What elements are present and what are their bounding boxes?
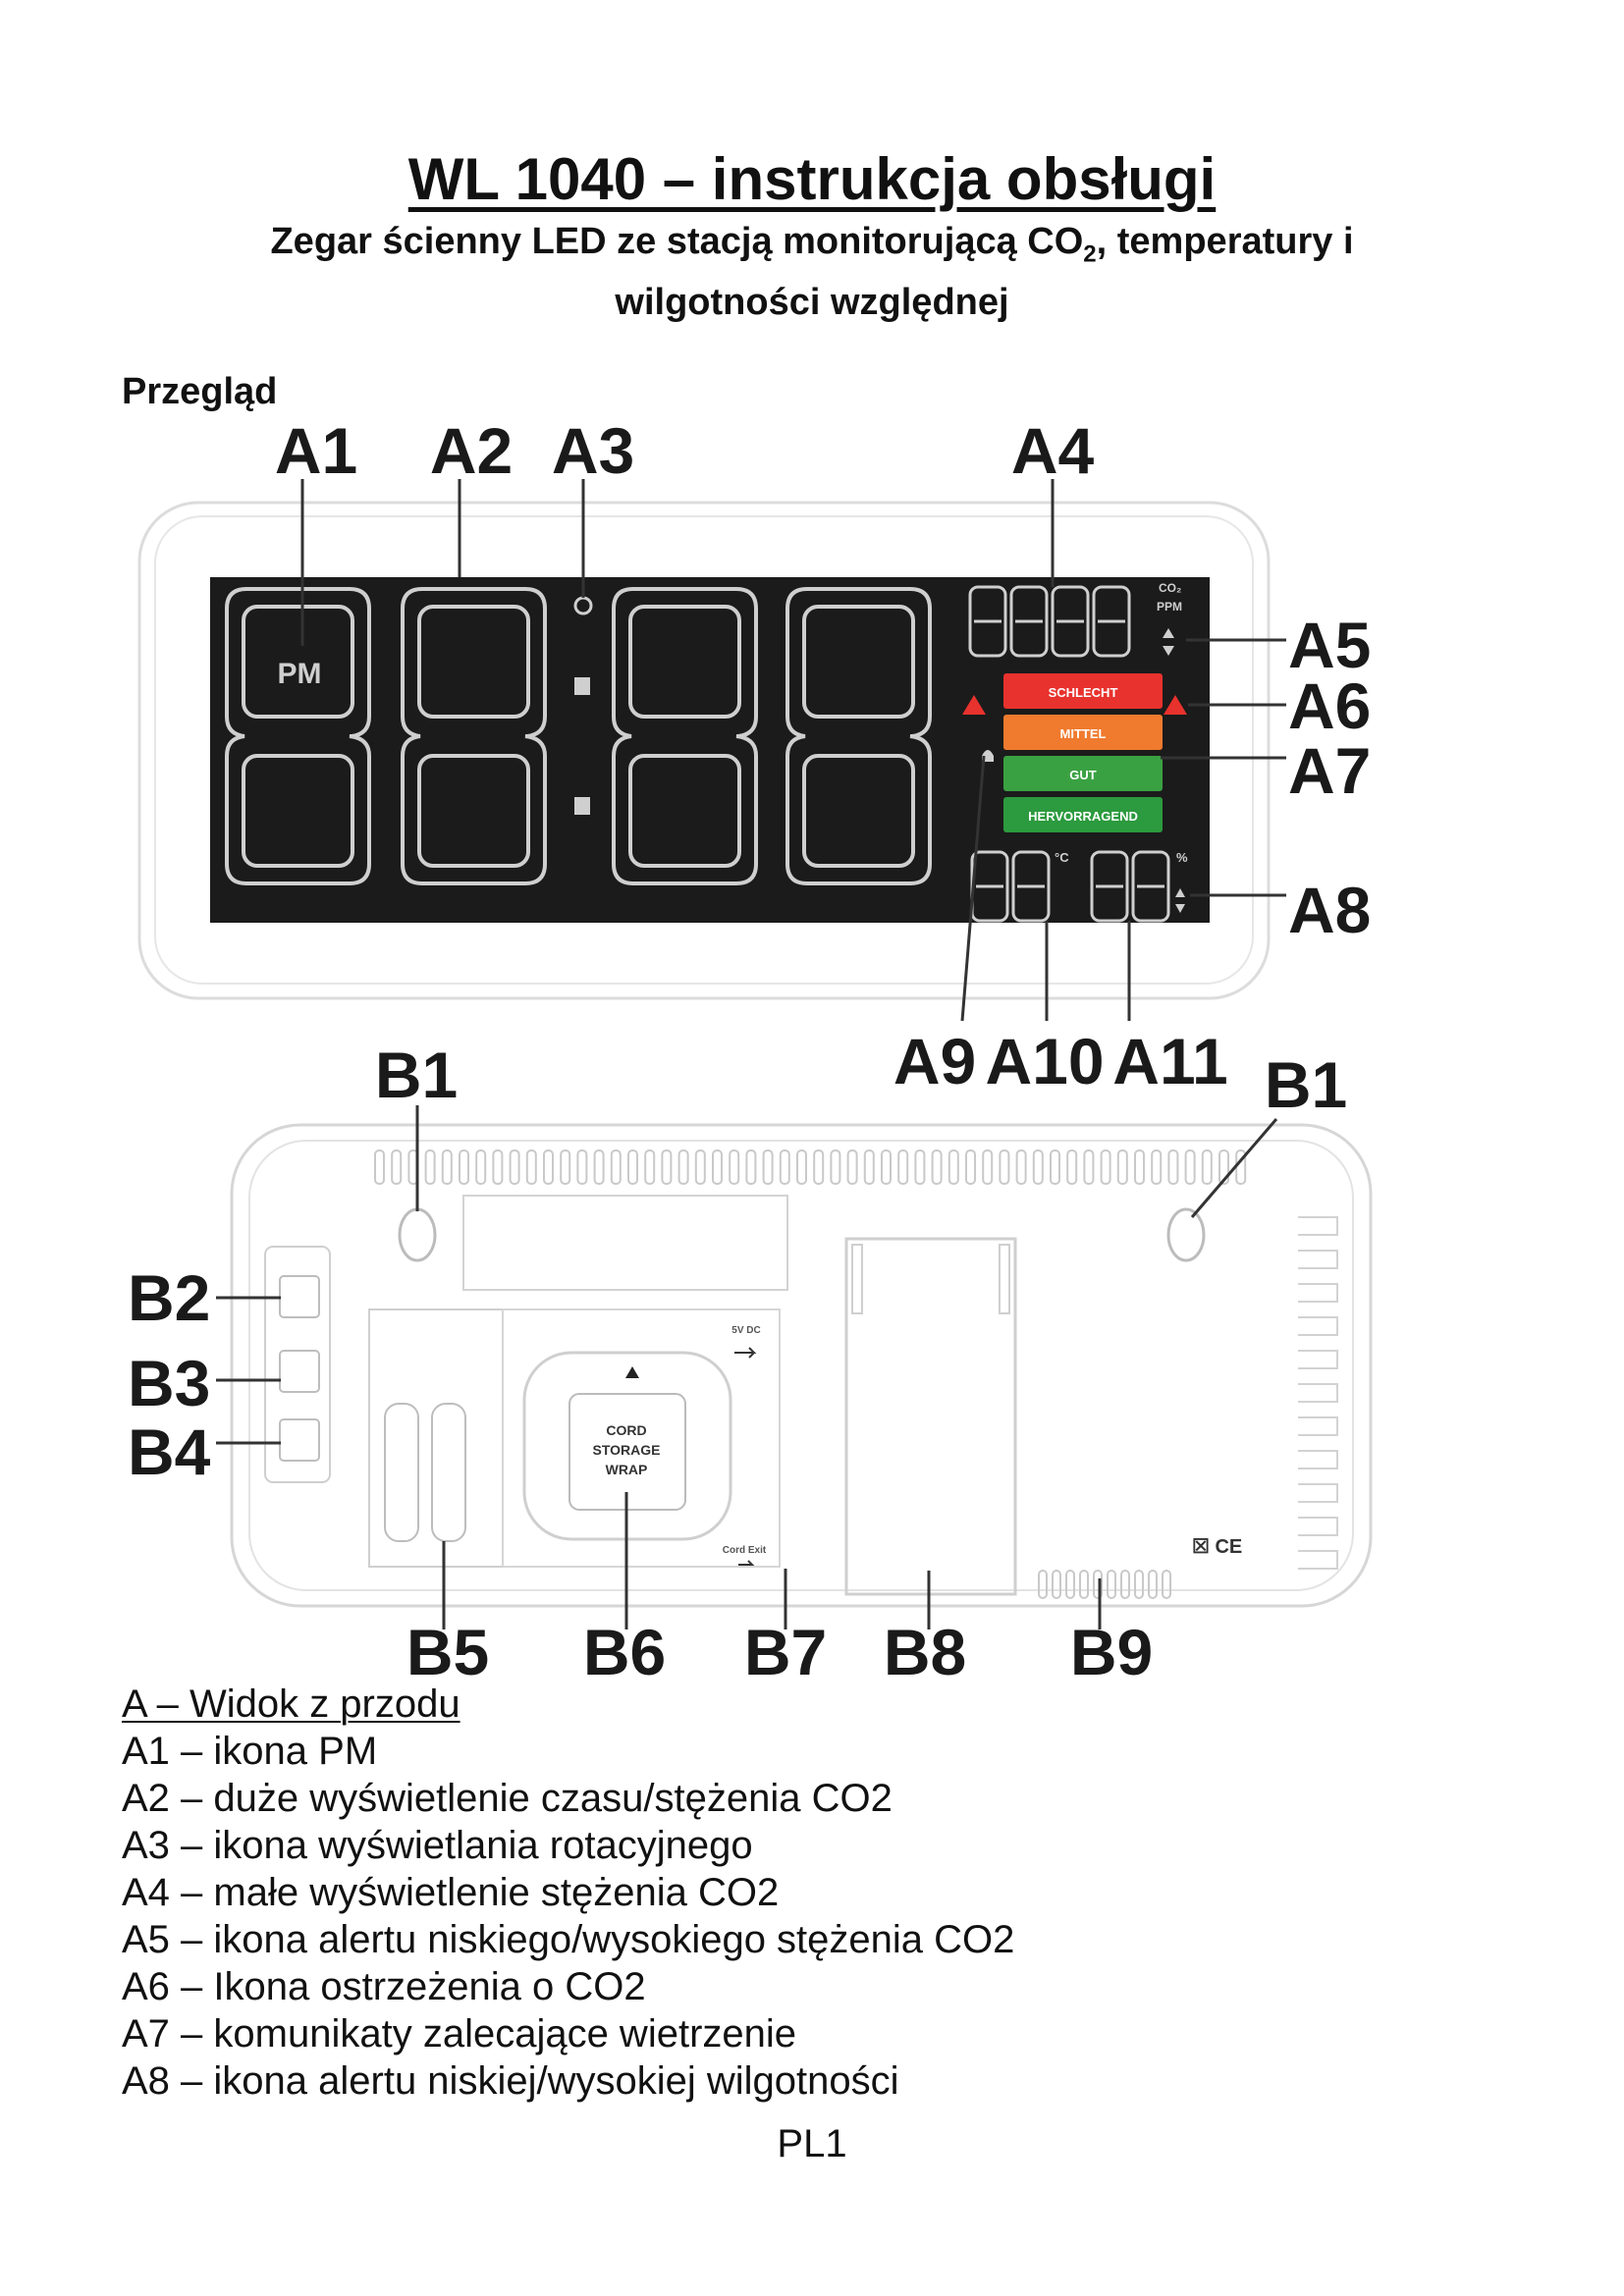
- callout-b7: B7: [743, 1616, 828, 1688]
- legend: [122, 1681, 1014, 2105]
- co2-unit: CO₂: [1159, 581, 1182, 595]
- callout-a3: A3: [551, 414, 635, 487]
- cord-label-2: STORAGE: [592, 1442, 661, 1458]
- level-label: MITTEL: [1059, 726, 1107, 741]
- ppm-unit: PPM: [1157, 600, 1183, 614]
- legend-heading: A – Widok z przodu: [122, 1682, 460, 1726]
- pm-icon: PM: [277, 658, 322, 690]
- callout-a6: A6: [1288, 669, 1372, 742]
- percent-unit: %: [1176, 850, 1188, 865]
- legend-item: A1 – ikona PM: [122, 1730, 378, 1773]
- legend-item: A6 – Ikona ostrzeżenia o CO2: [122, 1965, 646, 2008]
- dc-input-label: 5V DC: [731, 1325, 761, 1336]
- callout-a5: A5: [1288, 609, 1372, 681]
- callout-b8: B8: [883, 1616, 967, 1688]
- callout-a10: A10: [985, 1025, 1105, 1097]
- callout-a1: A1: [274, 414, 358, 487]
- subtitle-line2: wilgotności względnej: [615, 281, 1009, 323]
- cord-label-3: WRAP: [605, 1462, 648, 1477]
- legend-item: A7 – komunikaty zalecające wietrzenie: [122, 2012, 797, 2056]
- legend-item: A8 – ikona alertu niskiej/wysokiej wilgotności: [122, 2059, 899, 2103]
- subtitle-subscript: 2: [1083, 240, 1097, 268]
- level-label: HERVORRAGEND: [1028, 809, 1138, 824]
- celsius-unit: °C: [1055, 850, 1069, 865]
- callout-b1-right: B1: [1264, 1048, 1348, 1121]
- ce-mark-icon: ☒ CE: [1192, 1536, 1243, 1558]
- section-title: Przegląd: [122, 371, 278, 412]
- callout-a9: A9: [893, 1025, 977, 1097]
- callout-a2: A2: [429, 414, 514, 487]
- legend-item: A3 – ikona wyświetlania rotacyjnego: [122, 1824, 753, 1867]
- front-view: [139, 414, 1371, 1097]
- callout-b5: B5: [406, 1616, 490, 1688]
- callout-b1-left: B1: [374, 1039, 459, 1111]
- callout-b9: B9: [1069, 1616, 1154, 1688]
- callout-b3: B3: [128, 1347, 211, 1419]
- subtitle-line1-pre: Zegar ścienny LED ze stacją monitorującą CO: [270, 221, 1084, 262]
- page-number: PL1: [777, 2122, 847, 2165]
- legend-item: A2 – duże wyświetlenie czasu/stężenia CO2: [122, 1777, 893, 1820]
- level-label: GUT: [1069, 768, 1097, 782]
- subtitle-line1-post: , temperatury i: [1096, 221, 1354, 262]
- callout-a8: A8: [1288, 874, 1372, 946]
- callout-b4: B4: [128, 1415, 211, 1488]
- callout-a11: A11: [1112, 1025, 1228, 1097]
- callout-b2: B2: [128, 1261, 211, 1334]
- document-title: WL 1040 – instrukcja obsługi: [407, 146, 1217, 212]
- callout-b6: B6: [582, 1616, 667, 1688]
- callout-a4: A4: [1010, 414, 1095, 487]
- cord-label-1: CORD: [606, 1422, 647, 1438]
- back-view: [128, 1039, 1371, 1688]
- legend-item: A5 – ikona alertu niskiego/wysokiego stężenia CO2: [122, 1918, 1015, 1961]
- legend-item: A4 – małe wyświetlenie stężenia CO2: [122, 1871, 780, 1914]
- colon-dot-top: [574, 677, 590, 695]
- callout-a7: A7: [1288, 734, 1372, 807]
- cord-exit-label: Cord Exit: [722, 1545, 767, 1556]
- level-label: SCHLECHT: [1048, 685, 1118, 700]
- colon-dot-bottom: [574, 797, 590, 815]
